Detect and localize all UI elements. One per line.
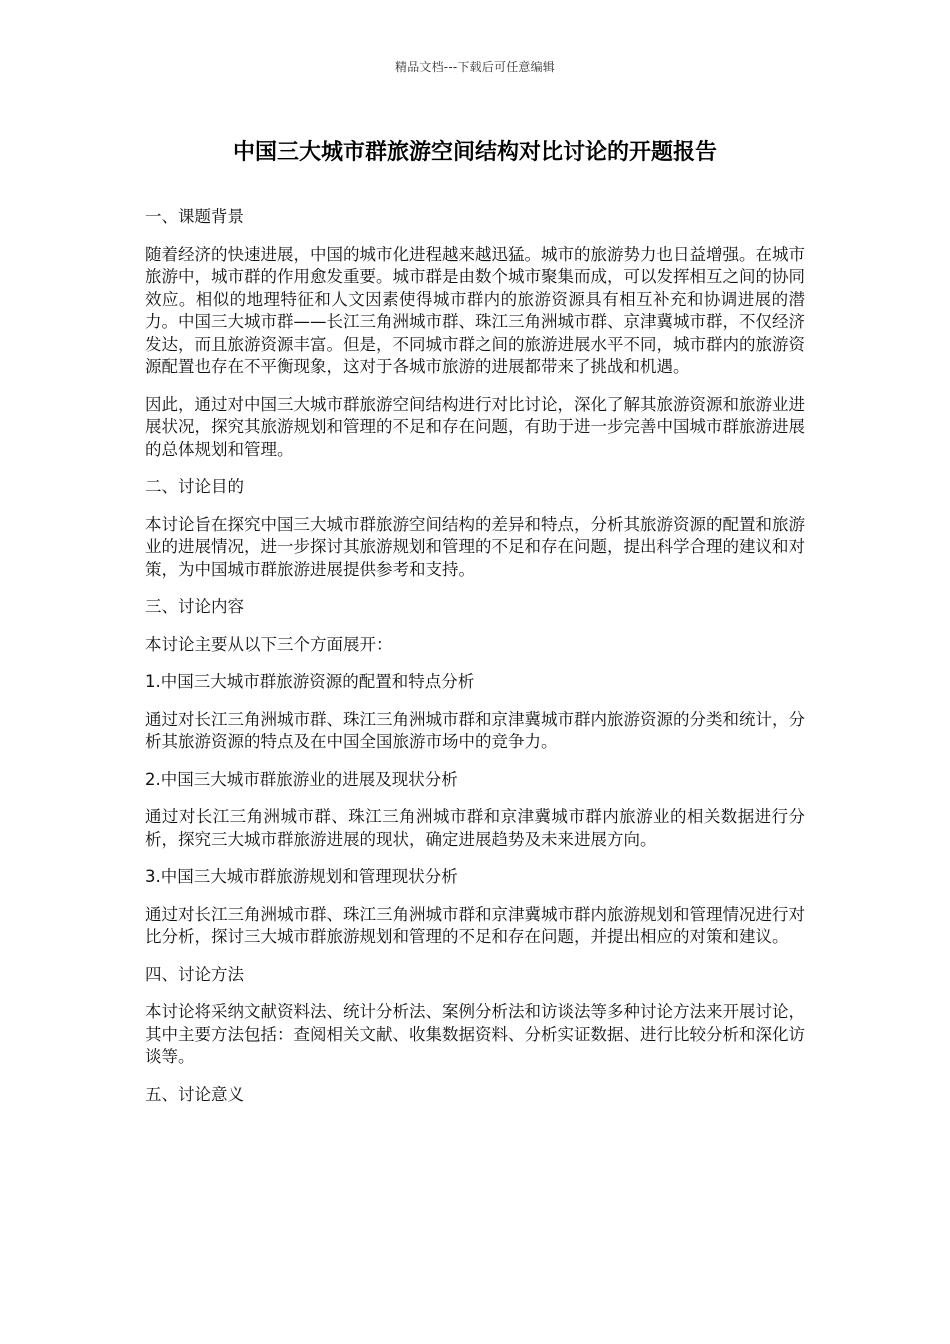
paragraph: 本讨论旨在探究中国三大城市群旅游空间结构的差异和特点，分析其旅游资源的配置和旅游业的进展情况，进一步探讨其旅游规划和管理的不足和存在问题，提出科学合理的建议和对策，为中国城市群旅游进展提供参考和支持。 bbox=[145, 514, 805, 579]
subsection-heading: 2.中国三大城市群旅游业的进展及现状分析 bbox=[145, 769, 458, 789]
paragraph: 随着经济的快速进展，中国的城市化进程越来越迅猛。城市的旅游势力也日益增强。在城市旅游中，城市群的作用愈发重要。城市群是由数个城市聚集而成，可以发挥相互之间的协同效应。相似的地理特征和人文因素使得城市群内的旅游资源具有相互补充和协调进展的潜力。中国三大城市群——长江三角洲城市群、珠江三角洲城市群、京津冀城市群，不仅经济发达，而且旅游资源丰富。但是，不同城市群之间的旅游进展水平不同，城市群内的旅游资源配置也存在不平衡现象，这对于各城市旅游的进展都带来了挑战和机遇。 bbox=[145, 244, 805, 376]
subsection-heading: 1.中国三大城市群旅游资源的配置和特点分析 bbox=[145, 672, 475, 691]
section-heading: 三、讨论内容 bbox=[145, 597, 244, 616]
paragraph: 本讨论主要从以下三个方面展开： bbox=[145, 634, 393, 654]
section-heading: 二、讨论目的 bbox=[145, 477, 244, 496]
document-title: 中国三大城市群旅游空间结构对比讨论的开题报告 bbox=[232, 140, 717, 165]
header-note: 精品文档---下载后可任意编辑 bbox=[395, 60, 555, 74]
paragraph: 通过对长江三角洲城市群、珠江三角洲城市群和京津冀城市群内旅游业的相关数据进行分析，探究三大城市群旅游进展的现状，确定进展趋势及未来进展方向。 bbox=[145, 807, 805, 849]
paragraph: 通过对长江三角洲城市群、珠江三角洲城市群和京津冀城市群内旅游规划和管理情况进行对比分析，探讨三大城市群旅游规划和管理的不足和存在问题，并提出相应的对策和建议。 bbox=[145, 904, 805, 946]
section-heading: 四、讨论方法 bbox=[145, 964, 244, 984]
paragraph: 本讨论将采纳文献资料法、统计分析法、案例分析法和访谈法等多种讨论方法来开展讨论，其中主要方法包括：查阅相关文献、收集数据资料、分析实证数据、进行比较分析和深化访谈等。 bbox=[145, 1002, 805, 1066]
section-heading: 五、讨论意义 bbox=[145, 1084, 244, 1104]
paragraph: 因此，通过对中国三大城市群旅游空间结构进行对比讨论，深化了解其旅游资源和旅游业进展状况，探究其旅游规划和管理的不足和存在问题，有助于进一步完善中国城市群旅游进展的总体规划和管理。 bbox=[145, 394, 805, 459]
document-body bbox=[145, 206, 805, 1121]
paragraph: 通过对长江三角洲城市群、珠江三角洲城市群和京津冀城市群内旅游资源的分类和统计，分析其旅游资源的特点及在中国全国旅游市场中的竞争力。 bbox=[145, 709, 805, 751]
section-heading: 一、课题背景 bbox=[145, 207, 244, 226]
subsection-heading: 3.中国三大城市群旅游规划和管理现状分析 bbox=[145, 867, 458, 886]
